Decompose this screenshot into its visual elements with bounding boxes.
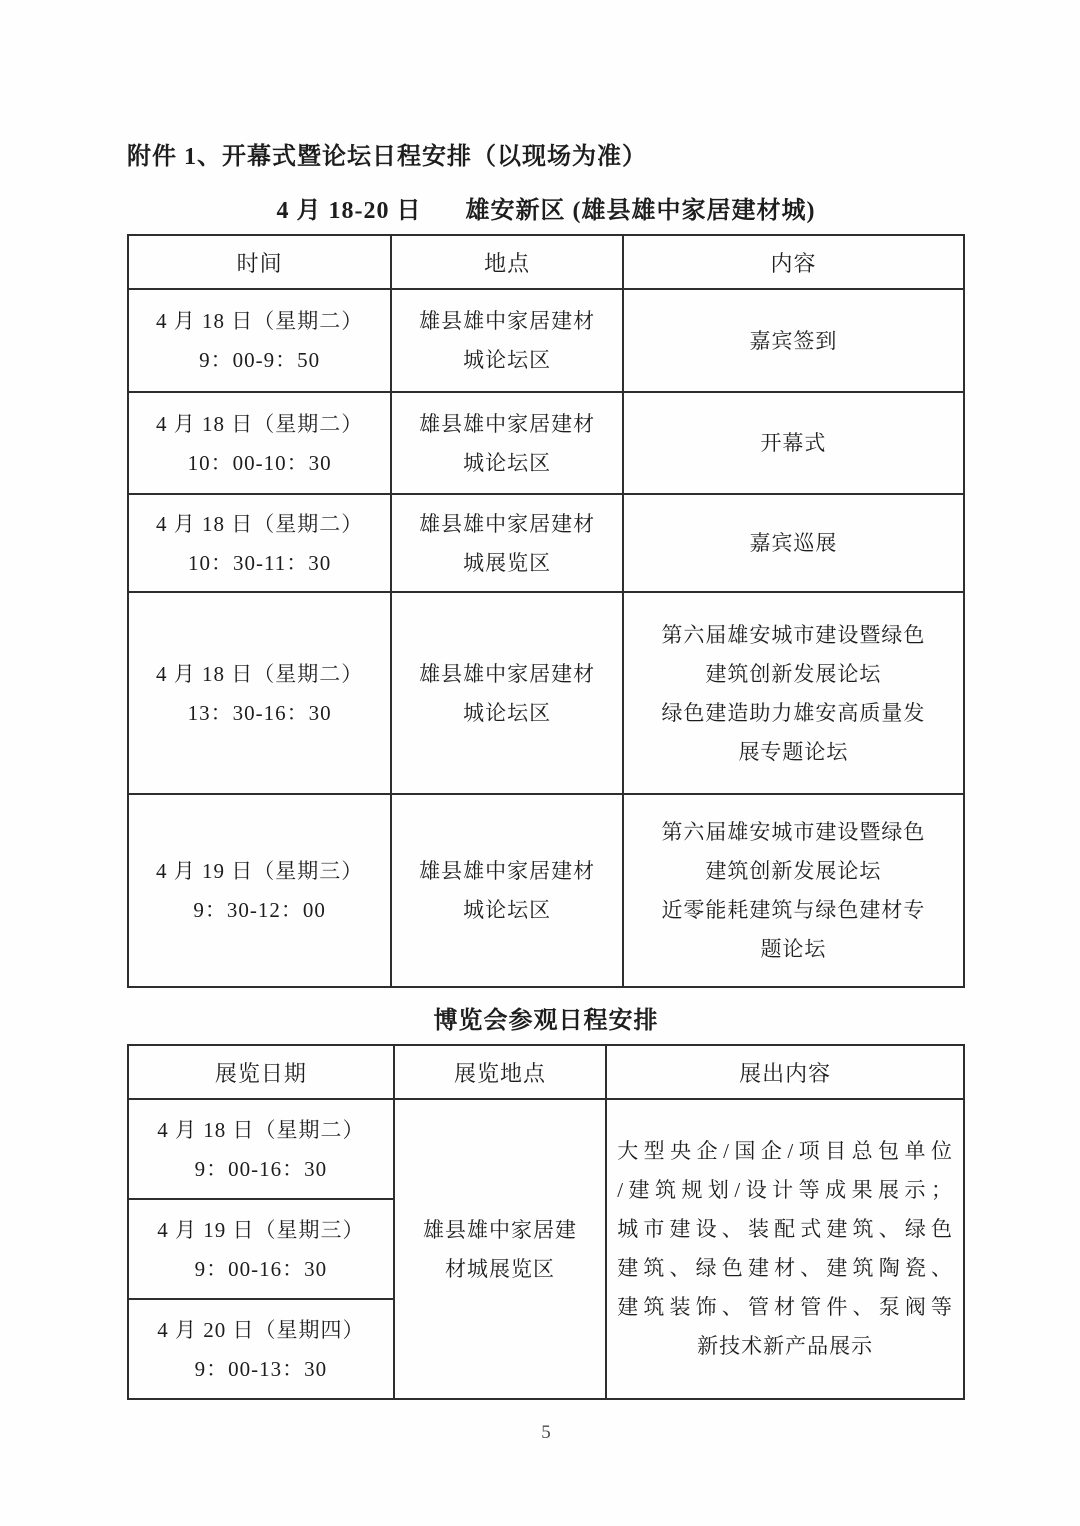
location-line: 城论坛区	[463, 898, 552, 922]
location-line: 城论坛区	[463, 348, 552, 372]
content-line: /建筑规划/设计等成果展示；	[617, 1178, 953, 1202]
forum-header-row	[128, 235, 964, 289]
location-cell	[391, 289, 623, 392]
location-line: 城论坛区	[463, 700, 552, 725]
content-cell	[623, 592, 964, 794]
location-line: 雄县雄中家居建	[423, 1217, 578, 1242]
forum-col-header-time: 时间	[128, 235, 391, 289]
date-line: 4 月 20 日（星期四）	[157, 1317, 365, 1342]
location-cell	[391, 494, 623, 592]
forum-row-5	[128, 794, 964, 987]
content-line: 大型央企/国企/项目总包单位	[617, 1139, 953, 1163]
time-line: 9：00-16：30	[194, 1156, 328, 1181]
location-line: 城论坛区	[463, 450, 552, 475]
content-line: 开幕式	[760, 431, 827, 455]
subtitle-date-range: 4 月 18-20 日	[276, 198, 422, 224]
time-line: 9：30-12：00	[193, 898, 326, 922]
time-line: 13：30-16：30	[187, 700, 332, 725]
content-line: 题论坛	[760, 937, 827, 961]
time-line: 9：00-13：30	[194, 1356, 328, 1381]
date-line: 4 月 18 日（星期二）	[156, 411, 364, 436]
expo-row-1	[128, 1099, 964, 1199]
content-line: 绿色建造助力雄安高质量发	[661, 700, 926, 725]
schedule-subtitle	[127, 194, 965, 228]
forum-row-4	[128, 592, 964, 794]
date-line: 4 月 18 日（星期二）	[156, 309, 364, 333]
date-line: 4 月 19 日（星期三）	[157, 1217, 365, 1242]
content-line: 城市建设、装配式建筑、绿色	[617, 1217, 953, 1241]
location-line: 雄县雄中家居建材	[419, 511, 596, 536]
location-line: 雄县雄中家居建材	[419, 309, 596, 333]
expo-date-cell	[128, 1199, 394, 1299]
content-cell	[623, 392, 964, 494]
location-line: 雄县雄中家居建材	[419, 859, 596, 883]
expo-col-header-location: 展览地点	[394, 1045, 606, 1099]
location-cell	[391, 392, 623, 494]
date-line: 4 月 18 日（星期二）	[157, 1117, 365, 1142]
content-line: 嘉宾巡展	[749, 531, 838, 555]
content-line: 展专题论坛	[738, 739, 849, 764]
forum-row-2	[128, 392, 964, 494]
content-line: 建筑创新发展论坛	[705, 859, 882, 883]
time-line: 9：00-16：30	[194, 1256, 328, 1281]
content-cell	[623, 794, 964, 987]
content-line: 建筑、绿色建材、建筑陶瓷、	[617, 1256, 953, 1280]
forum-col-header-content: 内容	[623, 235, 964, 289]
expo-date-cell	[128, 1099, 394, 1199]
subtitle-venue: 雄安新区 (雄县雄中家居建材城)	[465, 198, 816, 224]
time-line: 10：00-10：30	[187, 450, 332, 475]
content-line: 建筑创新发展论坛	[705, 661, 882, 686]
expo-date-cell	[128, 1299, 394, 1399]
expo-location-cell	[394, 1099, 606, 1399]
content-cell	[623, 289, 964, 392]
forum-row-3	[128, 494, 964, 592]
forum-row-1	[128, 289, 964, 392]
document-body	[127, 140, 965, 1444]
time-line: 9：00-9：50	[199, 348, 321, 372]
time-cell	[128, 592, 391, 794]
expo-col-header-date: 展览日期	[128, 1045, 394, 1099]
date-line: 4 月 19 日（星期三）	[156, 859, 364, 883]
location-cell	[391, 794, 623, 987]
expo-header-row	[128, 1045, 964, 1099]
location-line: 雄县雄中家居建材	[419, 661, 596, 686]
expo-section-title: 博览会参观日程安排	[433, 1008, 659, 1034]
time-cell	[128, 392, 391, 494]
time-line: 10：30-11：30	[188, 550, 332, 575]
time-cell	[128, 794, 391, 987]
expo-col-header-content: 展出内容	[606, 1045, 964, 1099]
time-cell	[128, 289, 391, 392]
content-line: 第六届雄安城市建设暨绿色	[661, 820, 926, 844]
date-line: 4 月 18 日（星期二）	[156, 511, 364, 536]
time-cell	[128, 494, 391, 592]
content-line: 建筑装饰、管材管件、泵阀等	[617, 1295, 953, 1319]
content-line: 近零能耗建筑与绿色建材专	[661, 898, 926, 922]
location-cell	[391, 592, 623, 794]
page-number: 5	[541, 1422, 551, 1443]
date-line: 4 月 18 日（星期二）	[156, 661, 364, 686]
content-line: 嘉宾签到	[749, 328, 838, 353]
attachment-title: 附件 1、开幕式暨论坛日程安排（以现场为准）	[127, 144, 647, 170]
location-line: 城展览区	[463, 550, 552, 575]
content-cell	[623, 494, 964, 592]
forum-schedule-table	[127, 234, 965, 988]
content-line: 新技术新产品展示	[697, 1334, 874, 1358]
forum-col-header-location: 地点	[391, 235, 623, 289]
content-line: 第六届雄安城市建设暨绿色	[661, 622, 926, 647]
location-line: 雄县雄中家居建材	[419, 411, 596, 436]
expo-content-cell	[606, 1099, 964, 1399]
location-line: 材城展览区	[445, 1256, 556, 1281]
expo-schedule-table	[127, 1044, 965, 1400]
